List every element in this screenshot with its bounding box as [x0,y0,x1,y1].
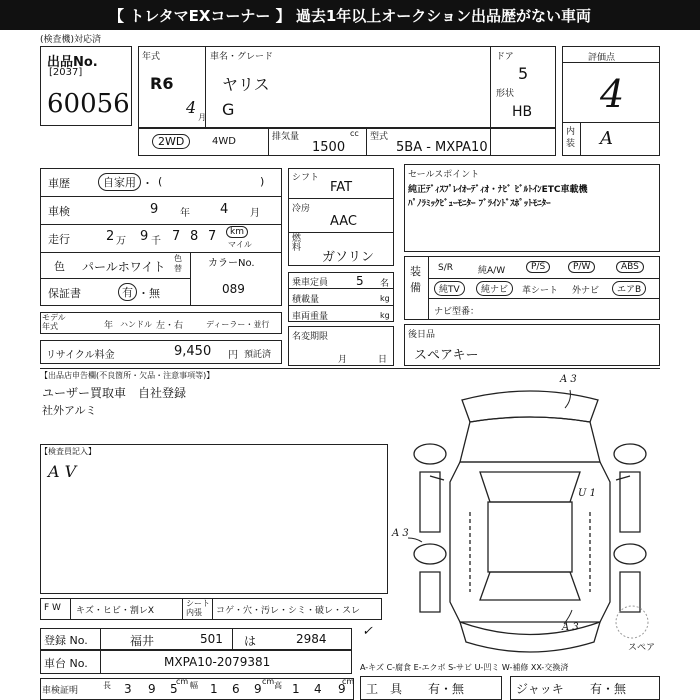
certificate-label: 車検証明 [42,686,79,696]
cert-v1-b: 9 [148,682,156,696]
divider [268,128,269,156]
recycle-value: 9,450 [174,344,212,359]
equip-airbag: エアB [612,281,646,296]
load-unit: kg [380,294,390,303]
equip-leather: 革シート [522,286,559,296]
jack-value: 有・無 [590,682,627,696]
car-name: ヤリス [222,75,270,94]
registration-num1: 501 [200,632,223,646]
later-value: スペアキー [414,348,479,363]
divider [182,598,183,620]
top-note: (検査機)対応済 [40,35,102,45]
mileage-d3: 7 [172,229,181,244]
divider [288,305,394,306]
displacement-label: 排気量 [272,132,300,142]
dealer-notes-line2: 社外アルミ [42,404,97,417]
cert-v1-c: 5 [170,682,178,696]
floor-items: キズ・ヒビ・割レX [76,606,154,616]
model-change-label: モデル年式 [42,313,66,331]
mileage-d4: 8 [190,229,199,244]
handle-label: ハンドル [120,320,152,329]
inspector-value: A V [48,462,77,481]
dealer-value: ディーラー・並行 [206,320,270,329]
dealer-notes-line1: ユーザー買取車 自社登録 [42,386,187,400]
divider [428,256,429,320]
model-year-label: 年式 [142,52,161,62]
spare-label: スペア [628,643,656,653]
history-dot: ・ [142,177,153,190]
equip-sr: S/R [438,263,453,273]
history-label: 車歴 [48,177,70,190]
cert-u3: cm [342,677,355,686]
color-label: 色 [54,260,65,273]
lot-number: 60056 [47,89,130,119]
cert-u2: cm [262,677,275,686]
handle-value: 左・右 [156,321,184,331]
divider [40,252,282,253]
drive-2wd: 2WD [152,134,190,149]
check-mark: ✓ [362,624,373,639]
floor-fw: F W [44,603,61,613]
navi-model-label: ナビ型番： [434,307,480,317]
divider [190,252,191,306]
car-grade: G [222,100,235,119]
cert-l1: 長 [103,681,111,690]
interior-value: A [600,128,613,149]
mileage-mile: マイル [228,240,252,249]
mileage-d5: 7 [208,229,217,244]
tools-value: 有・無 [428,682,465,696]
mark-a3-left: A 3 [392,528,409,539]
later-label: 後日品 [408,330,436,340]
drive-4wd: 4WD [212,136,236,147]
weight-unit: kg [380,311,390,320]
history-value: 自家用 [98,173,141,191]
dealer-notes-label: 【出品店申告欄(不良箇所・欠品・注意事項等)】 [40,371,215,380]
floor-seat-items: コゲ・穴・汚レ・シミ・破レ・スレ [216,606,361,616]
capacity-unit: 名 [380,279,390,289]
divider [40,224,282,225]
sales-point-label: セールスポイント [408,170,480,180]
cert-v2-c: 9 [254,682,262,696]
inspection-year: 9 [150,202,159,217]
displacement-unit: cc [350,129,359,138]
capacity-value: 5 [356,274,364,288]
warranty-no: ・無 [138,287,160,300]
score-value: 4 [600,72,625,116]
tools-label: 工 具 [366,682,403,696]
registration-kana: は [244,634,257,648]
car-name-label: 車名・グレード [210,52,274,62]
color-change: 色替 [174,254,182,273]
warranty-yes: 有 [118,283,137,301]
equip-navi: 純ナビ [476,281,513,296]
divider [40,368,660,369]
cert-v3-c: 9 [338,682,346,696]
cert-v2-a: 1 [210,682,218,696]
lot-box [40,46,132,126]
jack-label: ジャッキ [516,682,564,696]
cert-v3-b: 4 [314,682,322,696]
inspection-label: 車検 [48,205,70,218]
shape-label: 形状 [496,89,515,99]
divider [212,598,213,620]
equip-ext-navi: 外ナビ [572,286,600,296]
mileage-d2: 9 [140,229,149,244]
inspection-month-unit: 月 [250,208,260,219]
lot-label: 出品No. [47,55,98,70]
mileage-u2: 千 [151,236,161,247]
divider [288,198,394,199]
sales-point-line1: 純正ﾃﾞｨｽﾌﾟﾚｲｵｰﾃﾞｨｵ・ﾅﾋﾞ ﾋﾞﾙﾄｲﾝETC車載機 [408,185,588,195]
cert-l3: 高 [274,681,282,690]
floor-seat-label: シート内張 [186,599,210,617]
divider [70,598,71,620]
registration-label: 登録 No. [44,634,88,647]
cert-v3-a: 1 [292,682,300,696]
divider [428,278,660,279]
shift-label: シフト [292,173,320,183]
divider [232,628,233,650]
warranty-label: 保証書 [48,287,81,300]
weight-label: 車両重量 [292,312,329,322]
aircon-value: AAC [330,214,357,229]
legend: A-キズ C-腐食 E-エクボ S-サビ U-凹ミ W-補修 XX-交換済 [360,663,569,672]
registration-num2: 2984 [296,632,327,646]
divider [428,298,660,299]
cert-v1-a: 3 [124,682,132,696]
lot-code: [2037] [49,67,83,78]
capacity-label: 乗車定員 [292,278,329,288]
divider [562,122,660,123]
equip-ps: P/S [526,261,550,273]
mileage-km: km [226,226,248,238]
equip-pw: P/W [568,261,595,273]
model-change-year-unit: 年 [104,321,114,331]
recycle-unit: 円 [228,350,238,361]
equip-tv: 純TV [434,281,465,296]
inspector-label: 【検査員記入】 [40,447,96,456]
recycle-label: リサイクル料金 [46,350,115,361]
recycle-note: 預託済 [244,350,272,360]
car-diagram [400,372,660,662]
header-title: 【 トレタマEXコーナー 】 過去1年以上オークション出品歴がない車両 [108,7,592,25]
score-label: 評価点 [588,53,616,63]
divider [580,122,581,156]
shape-value: HB [512,104,533,120]
divider [288,232,394,233]
cert-v2-b: 6 [232,682,240,696]
history-paren-open: ( [158,175,163,188]
mark-a3-top: A 3 [560,374,577,385]
mark-u1: U 1 [578,488,596,499]
displacement-value: 1500 [312,140,346,155]
cert-u1: cm [176,677,189,686]
mark-a3-bottom: A 3 [562,622,579,633]
mileage-label: 走行 [48,233,70,246]
history-paren-close: ) [260,175,265,188]
chassis-label: 車台 No. [44,657,88,670]
model-year-year: R6 [150,74,174,93]
divider [40,278,190,279]
model-year-month-unit: 月 [198,113,206,122]
mileage-d1: 2 [106,229,115,244]
model-code-value: 5BA - MXPA10 [396,140,488,155]
model-year-month: 4 [186,98,197,117]
inspector-box [40,444,388,594]
aircon-label: 冷房 [292,204,311,214]
name-change-unit: 月 [338,355,348,365]
equip-abs: ABS [616,261,644,273]
chassis-value: MXPA10-2079381 [164,655,271,669]
name-change-label: 名変期限 [292,332,329,342]
equipment-label: 装備 [410,265,421,294]
fuel-value: ガソリン [322,250,375,265]
registration-pref: 福井 [130,634,155,648]
equip-aw: 純A/W [478,266,506,276]
divider [366,128,367,156]
color-code: 089 [222,282,245,296]
color-value: パールホワイト [82,260,166,274]
sales-point-line2: ﾊﾟﾉﾗﾐｯｸﾋﾞｭｰﾓﾆﾀｰ ﾌﾞﾗｲﾝﾄﾞｽﾎﾟｯﾄﾓﾆﾀｰ [408,199,551,209]
mileage-u1: 万 [116,236,126,247]
load-label: 積載量 [292,295,320,305]
cert-l2: 幅 [190,681,198,690]
divider [288,288,394,289]
model-code-label: 型式 [370,132,389,142]
doors-label: ドア [496,52,514,62]
color-code-label: カラーNo. [208,258,255,269]
inspection-year-unit: 年 [180,208,190,219]
shift-value: FAT [330,180,353,195]
interior-label: 内装 [566,127,576,149]
doors-value: 5 [518,64,529,83]
drive-row [138,128,556,156]
inspection-month: 4 [220,202,229,217]
name-change-day: 日 [378,355,388,365]
divider [40,196,282,197]
fuel-label: 燃料 [292,234,302,253]
